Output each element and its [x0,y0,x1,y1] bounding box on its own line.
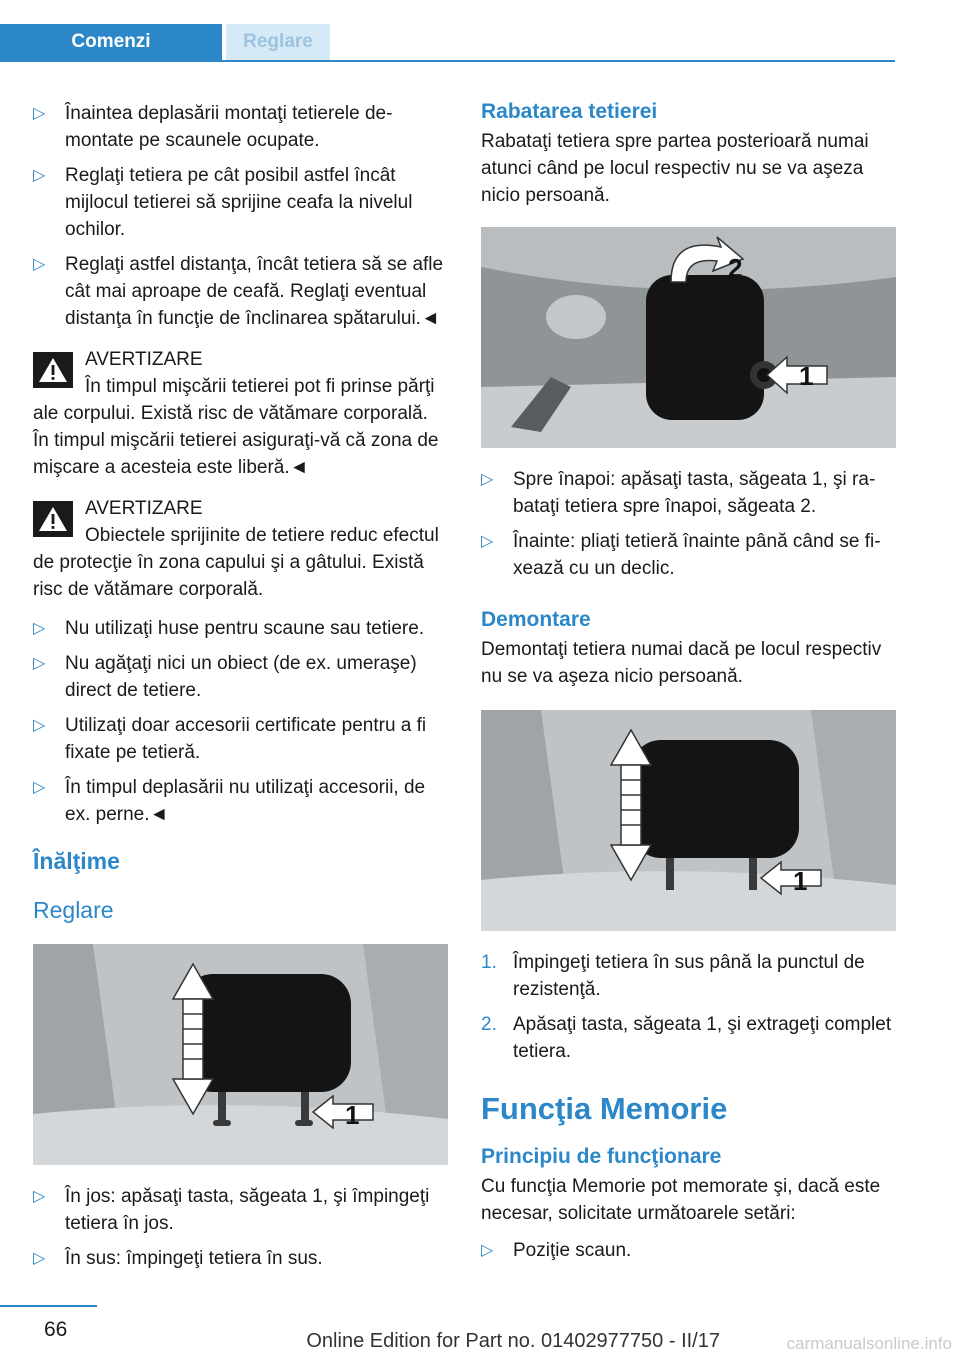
list-item: ▷ Înaintea deplasării montaţi tetierele demontate pe scaunele ocupate. [33,100,448,154]
triangle-bullet-icon: ▷ [33,1250,46,1267]
list-item: ▷ Nu agăţaţi nici un obiect (de ex. umeraşe) direct de tetiere. [33,650,448,704]
warning-title: AVERTIZARE [85,498,203,519]
section-heading-height: Înălţime [33,848,120,874]
page-number: 66 [44,1318,68,1341]
heading-principle: Principiu de funcţionare [481,1145,722,1168]
list-item: ▷ Reglaţi tetiera pe cât posibil astfel încât mijlocul tetierei să sprijine ceafa la nivelul ochilor. [33,162,448,243]
list-item: ▷ Înainte: pliaţi tetieră înainte până când se fixează cu un declic. [481,528,896,582]
watermark: carmanualsonline.info [786,1334,952,1353]
right-column [481,100,896,1272]
heading-fold: Rabatarea tetierei [481,100,658,123]
heading-remove: Demontare [481,608,591,631]
warning-block [33,495,448,603]
footer-edition: Online Edition for Part no. 01402977750 - II/17 [306,1330,720,1352]
left-column [33,100,448,1280]
warning-text: În timpul mişcării tetierei pot fi prinse părţi ale corpului. Există risc de vătămare corporală. În timpul mişcării tetierei asiguraţi-vă că zona de mişcare a acesteia este liberă.◄ [33,376,439,478]
arrow-label-1: 1 [793,866,808,896]
footer-rule [0,1305,97,1307]
headrest-height-illustration [33,944,448,1165]
fold-text: Rabataţi tetiera spre partea posterioară numai atunci când pe locul respectiv nu se va aşeza nicio persoană. [481,131,869,206]
warning-title: AVERTIZARE [85,349,203,370]
header-tabs [0,24,895,62]
triangle-bullet-icon: ▷ [33,167,46,184]
triangle-bullet-icon: ▷ [33,256,46,273]
step-number: 1. [481,952,497,973]
list-item: ▷ În timpul deplasării nu utilizaţi accesorii, de ex. perne.◄ [33,774,448,828]
warning-triangle-icon [33,501,73,537]
triangle-bullet-icon: ▷ [33,717,46,734]
list-item: ▷ În jos: apăsaţi tasta, săgeata 1, şi împingeţi tetiera în jos. [33,1183,448,1237]
list-item: ▷ Reglaţi astfel distanţa, încât tetiera să se afle cât mai aproape de ceafă. Reglaţi eventual distanţa în funcţie de înclinarea spătarului.◄ [33,251,448,332]
tab-comenzi[interactable]: Comenzi [0,24,222,60]
headrest-fold-illustration [481,227,896,448]
subheading-adjust: Reglare [33,897,114,923]
list-item: ▷ În sus: împingeţi tetiera în sus. [33,1245,448,1272]
header-rule [0,60,895,62]
triangle-bullet-icon: ▷ [33,620,46,637]
arrow-label-2: 2 [728,253,743,283]
triangle-bullet-icon: ▷ [481,471,494,488]
list-item: ▷ Utilizaţi doar accesorii certificate pentru a fi fixate pe tetieră. [33,712,448,766]
numbered-step: 1. Împingeţi tetiera în sus până la punctul de rezistenţă. [481,949,896,1003]
heading-memory: Funcţia Memorie [481,1091,728,1126]
list-item: ▷ Spre înapoi: apăsaţi tasta, săgeata 1, şi rabataţi tetiera spre înapoi, săgeata 2. [481,466,896,520]
headrest-remove-illustration [481,710,896,931]
triangle-bullet-icon: ▷ [33,779,46,796]
warning-block [33,346,448,481]
warning-text: Obiectele sprijinite de tetiere reduc efectul de protecţie în zona capului şi a gâtului. Există risc de vătămare corporală. [33,525,439,600]
arrow-label-1: 1 [799,361,814,391]
triangle-bullet-icon: ▷ [33,1188,46,1205]
arrow-label-1: 1 [345,1100,360,1130]
remove-text: Demontaţi tetiera numai dacă pe locul respectiv nu se va aşeza nicio persoană. [481,639,882,687]
step-number: 2. [481,1014,497,1035]
triangle-bullet-icon: ▷ [33,655,46,672]
triangle-bullet-icon: ▷ [481,533,494,550]
list-item: ▷ Poziţie scaun. [481,1237,896,1264]
tab-reglare[interactable]: Reglare [226,24,330,60]
warning-triangle-icon [33,352,73,388]
numbered-step: 2. Apăsaţi tasta, săgeata 1, şi extrageţi complet tetiera. [481,1011,896,1065]
triangle-bullet-icon: ▷ [481,1242,494,1259]
principle-text: Cu funcţia Memorie pot memorate şi, dacă este necesar, solicitate următoarele setări: [481,1176,881,1224]
list-item: ▷ Nu utilizaţi huse pentru scaune sau tetiere. [33,615,448,642]
triangle-bullet-icon: ▷ [33,105,46,122]
